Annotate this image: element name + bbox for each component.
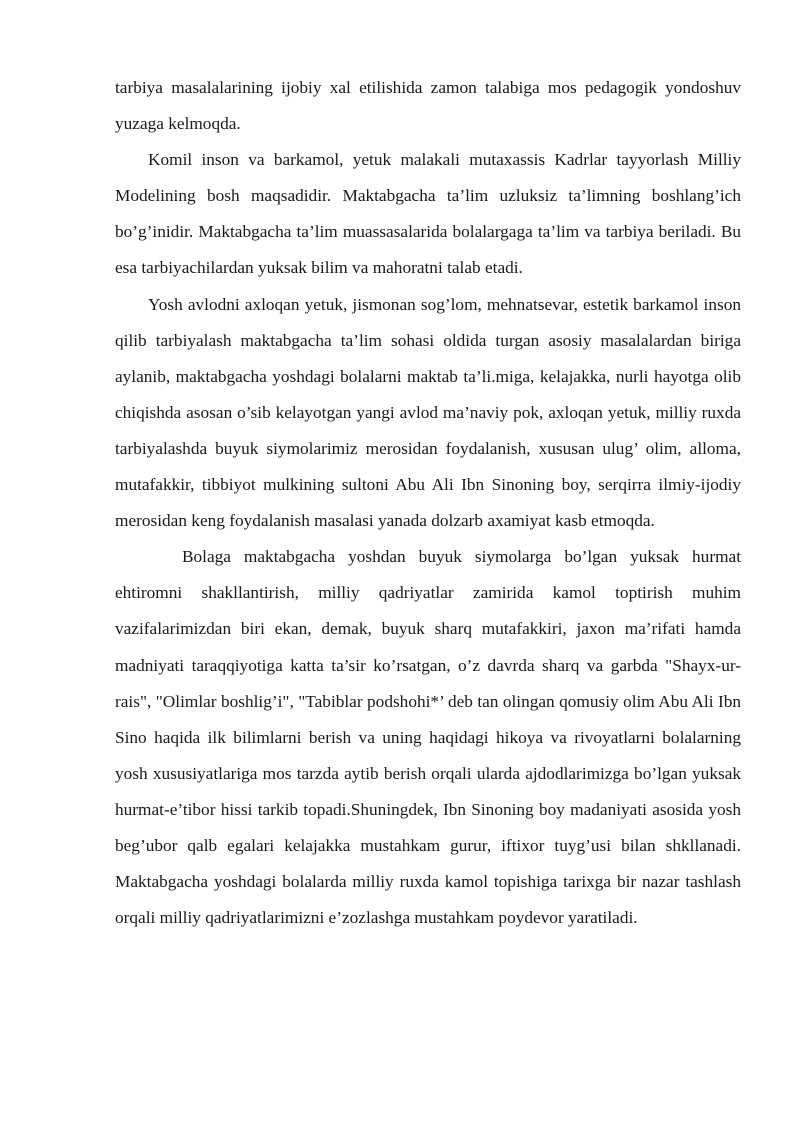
paragraph-continuation: tarbiya masalalarining ijobiy xal etilishida zamon talabiga mos pedagogik yondoshuv yuzaga kelmoqda.: [115, 78, 741, 134]
paragraph-bolaga: Bolaga maktabgacha yoshdan buyuk siymolarga bo’lgan yuksak hurmat ehtiromni shakllantirish, milliy qadriyatlar zamirida kamol toptirish muhim vazifalarimizdan biri ekan, demak, buyuk sharq mutafakkiri, jaxon ma’rifati hamda madniyati taraqqiyotiga katta ta’sir ko’rsatgan, o’z davrda sharq va garbda "Shayx-ur-rais", "Olimlar boshlig’i", "Tabiblar podshohi*’ deb tan olingan qomusiy olim Abu Ali Ibn Sino haqida ilk bilimlarni berish va uning haqidagi hikoya va rivoyatlarni bolalarning yosh xususiyatlariga mos tarzda aytib berish orqali ularda ajdodlarimizga bo’lgan yuksak hurmat-e’tibor hissi tarkib topadi.Shuningdek, Ibn Sinoning boy madaniyati asosida yosh beg’ubor qalb egalari kelajakka mustahkam gurur, iftixor tuyg’usi bilan shkllanadi. Maktabgacha yoshdagi bolalarda milliy ruxda kamol topishiga tarixga bir nazar tashlash orqali milliy qadriyatlarimizni e’zozlashga mustahkam poydevor yaratiladi.: [115, 547, 741, 928]
paragraph-yosh-avlod: Yosh avlodni axloqan yetuk, jismonan sog’lom, mehnatsevar, estetik barkamol inson qilib tarbiyalash maktabgacha ta’lim sohasi oldida turgan asosiy masalalardan biriga aylanib, maktabgacha yoshdagi bolalarni maktab ta’li.miga, kelajakka, nurli hayotga olib chiqishda asosan o’sib kelayotgan yangi avlod ma’naviy pok, axloqan yetuk, milliy ruxda tarbiyalashda buyuk siymolarimiz merosidan foydalanish, xususan ulug’ olim, alloma, mutafakkir, tibbiyot mulkining sultoni Abu Ali Ibn Sinoning boy, serqirra ilmiy-ijodiy merosidan keng foydalanish masalasi yanada dolzarb axamiyat kasb etmoqda.: [115, 294, 741, 531]
document-body: [115, 70, 741, 936]
paragraph-komil-inson: Komil inson va barkamol, yetuk malakali mutaxassis Kadrlar tayyorlash Milliy Modelining bosh maqsadidir. Maktabgacha ta’lim uzluksiz ta’limning boshlang’ich bo’g’inidir. Maktabgacha ta’lim muassasalarida bolalargaga ta’lim va tarbiya beriladi. Bu esa tarbiyachilardan yuksak bilim va mahoratni talab etadi.: [115, 150, 741, 278]
